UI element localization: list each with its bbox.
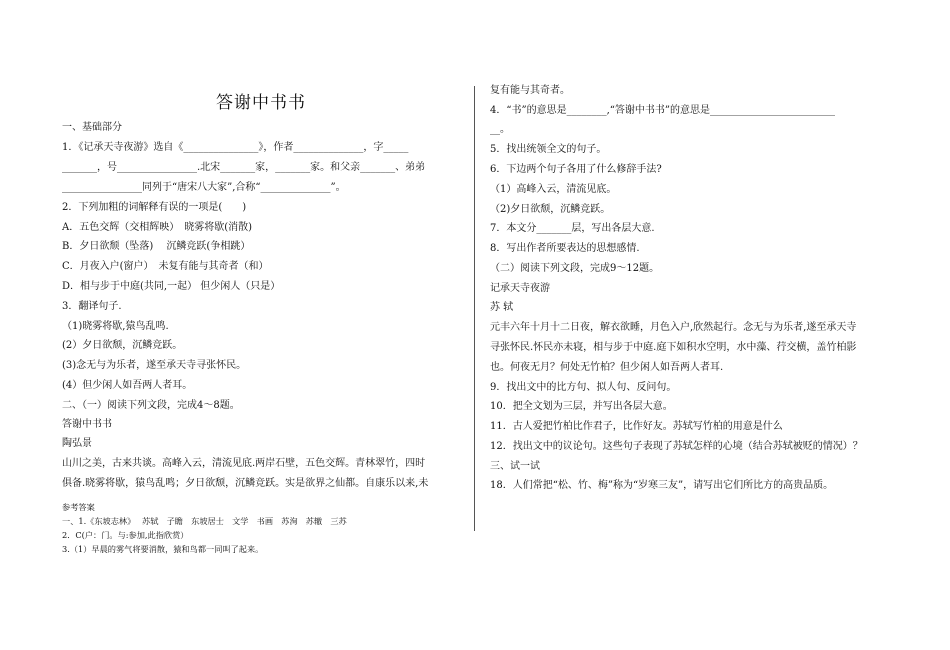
passage-title: 答谢中书书 <box>62 419 112 430</box>
question-11: 11．古人爱把竹柏比作君子，比作好友。苏轼写竹柏的用意是什么 <box>490 421 783 432</box>
passage-2-title: 记承天寺夜游 <box>490 283 550 294</box>
section-heading-reading-1: 二、（一）阅读下列文段，完成4～8题。 <box>62 400 240 411</box>
question-10: 10．把全文划为三层，并写出各层大意。 <box>490 401 673 412</box>
passage-author: 陶弘景 <box>62 438 92 449</box>
answer-line-3: 3.（1）早晨的雾气将要消散，猿和鸟都一同叫了起来。 <box>62 544 264 554</box>
question-2-option-b: B．夕日欲颓（坠落) 沉鳞竞跃(争相跳） <box>62 241 251 252</box>
passage-text-line-1: 山川之美，古来共谈。高峰入云，清流见底.两岸石壁，五色交辉。青林翠竹，四时 <box>62 458 426 469</box>
question-3-item-1: （1)晓雾将歇,猿鸟乱鸣. <box>62 321 169 332</box>
question-1-line-1: 1．《记承天寺夜游》选自《_______________》，作者______________，字_____ <box>62 142 409 153</box>
question-3: 3．翻译句子. <box>62 301 122 312</box>
section-heading-basics: 一、基础部分 <box>62 122 122 133</box>
question-6-item-2: （2)夕日欲颓，沉鳞竞跃。 <box>490 204 611 215</box>
section-heading-try: 三、试一试 <box>490 461 540 472</box>
question-2-option-c: C．月夜入户(窗户） 未复有能与其奇者（和） <box>62 261 269 272</box>
answers-heading: 参考答案 <box>62 502 95 512</box>
question-9: 9．找出文中的比方句、拟人句、反问句。 <box>490 382 677 393</box>
passage-text-line-2: 俱备.晓雾将歇，猿鸟乱鸣；夕日欲颓，沉鳞竞跃。实是欲界之仙都。自康乐以来,未 <box>62 478 429 489</box>
passage-2-text-line-1: 元丰六年十月十二日夜，解衣欲睡，月色入户,欣然起行。念无与为乐者,遂至承天寺 <box>490 322 857 333</box>
question-8: 8．写出作者所要表达的思想感情. <box>490 243 640 254</box>
question-12: 12．找出文中的议论句。这些句子表现了苏轼怎样的心境（结合苏轼被贬的情况）？ <box>490 441 863 452</box>
question-2-option-d: D．相与步于中庭(共同,一起） 但少闲人（只是） <box>62 281 281 292</box>
document-title: 答谢中书书 <box>216 93 306 113</box>
question-3-item-2: (2）夕日欲颓，沉鳞竞跃。 <box>62 340 183 351</box>
question-7: 7．本文分_______层，写出各层大意. <box>490 223 655 234</box>
passage-2-author: 苏 轼 <box>490 302 514 313</box>
passage-2-text-line-3: 也。何夜无月？何处无竹柏？但少闲人如吾两人者耳. <box>490 362 724 373</box>
question-5: 5．找出统领全文的句子。 <box>490 144 607 155</box>
question-1-line-3: ________________同列于“唐宋八大家”,合称“______________”。 <box>62 182 346 193</box>
question-4-line-1: 4．“书”的意思是________,“答谢中书书”的意思是_________________________ <box>490 105 835 116</box>
answer-line-1: 一、1.《东坡志林》 苏轼 子瞻 东坡居士 文学 书画 苏洵 苏辙 三苏 <box>62 516 347 526</box>
question-4-line-2: __。 <box>490 124 510 135</box>
answer-line-2: 2．C(户：门。与:参加,此指欣赏） <box>62 530 189 540</box>
passage-continuation: 复有能与其奇者。 <box>490 85 570 96</box>
passage-2-text-line-2: 寻张怀民.怀民亦未寝，相与步于中庭.庭下如积水空明，水中藻、荇交横，盖竹柏影 <box>490 342 857 353</box>
column-divider <box>474 86 475 531</box>
question-3-item-4: (4）但少闲人如吾两人者耳。 <box>62 380 193 391</box>
question-18: 18．人们常把“松、竹、梅”称为“岁寒三友”，请写出它们所比方的高贵品质。 <box>490 480 834 491</box>
question-6-item-1: （1）高峰入云，清流见底。 <box>490 184 617 195</box>
question-6: 6．下边两个句子各用了什么修辞手法? <box>490 164 662 175</box>
question-1-line-2: _______，号________________.北宋_______家，_______家。和父亲_______、弟弟 <box>62 162 426 173</box>
question-2: 2．下列加粗的词解释有误的一项是( ) <box>62 202 247 213</box>
question-2-option-a: A．五色交辉（交相辉映） 晓雾将歇(消散) <box>62 222 253 233</box>
section-heading-reading-2: （二）阅读下列文段，完成9～12题。 <box>490 263 660 274</box>
question-3-item-3: (3)念无与为乐者，遂至承天寺寻张怀民。 <box>62 360 247 371</box>
